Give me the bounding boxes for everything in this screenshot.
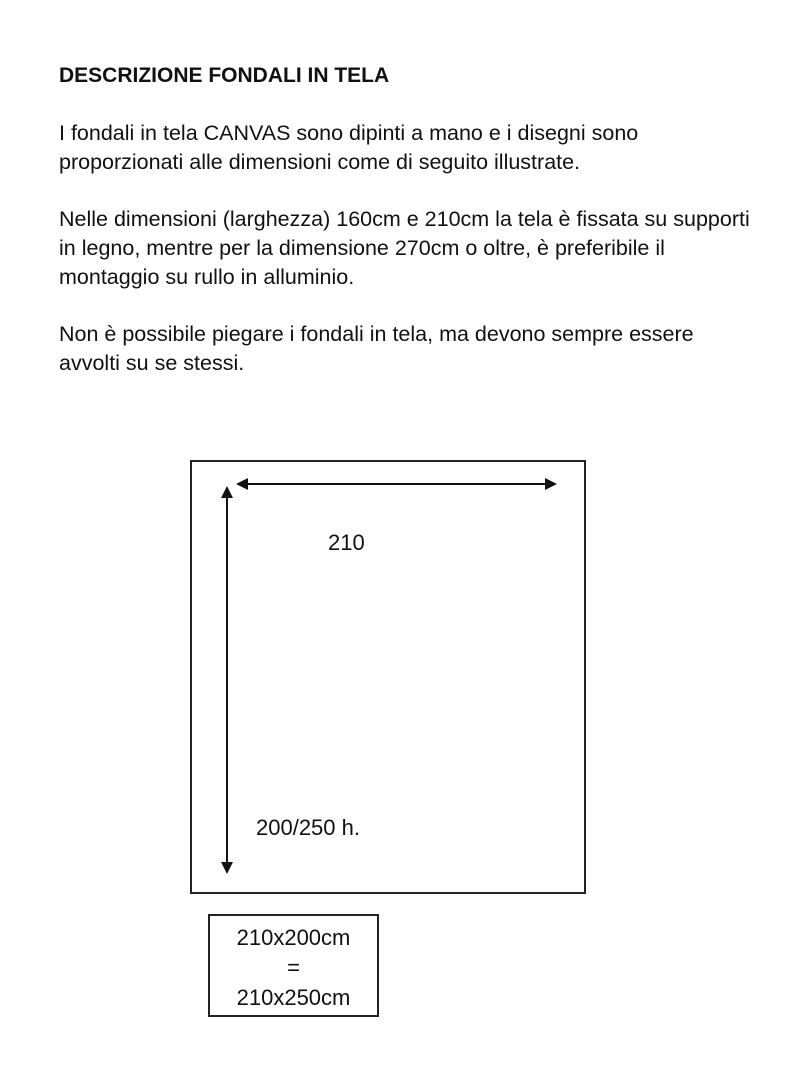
size-options-box: [208, 914, 379, 1017]
width-dimension-label: 210: [328, 530, 365, 555]
size-equals-sign: =: [287, 955, 300, 980]
paragraph-mounting: Nelle dimensioni (larghezza) 160cm e 210cm la tela è fissata su supporti in legno, mentre per la dimensione 270cm o oltre, è preferibile il montaggio su rullo in alluminio.: [59, 207, 750, 289]
size-option-2: 210x250cm: [236, 985, 351, 1010]
document-heading: DESCRIZIONE FONDALI IN TELA: [59, 64, 390, 87]
height-dimension-label: 200/250 h.: [256, 815, 360, 840]
paragraph-folding: Non è possibile piegare i fondali in tela, ma devono sempre essere avvolti su se stessi.: [59, 322, 694, 375]
size-option-1: 210x200cm: [236, 925, 351, 950]
paragraph-description: I fondali in tela CANVAS sono dipinti a mano e i disegni sono proporzionati alle dimensioni come di seguito illustrate.: [59, 121, 639, 174]
canvas-diagram-frame: [190, 460, 586, 894]
